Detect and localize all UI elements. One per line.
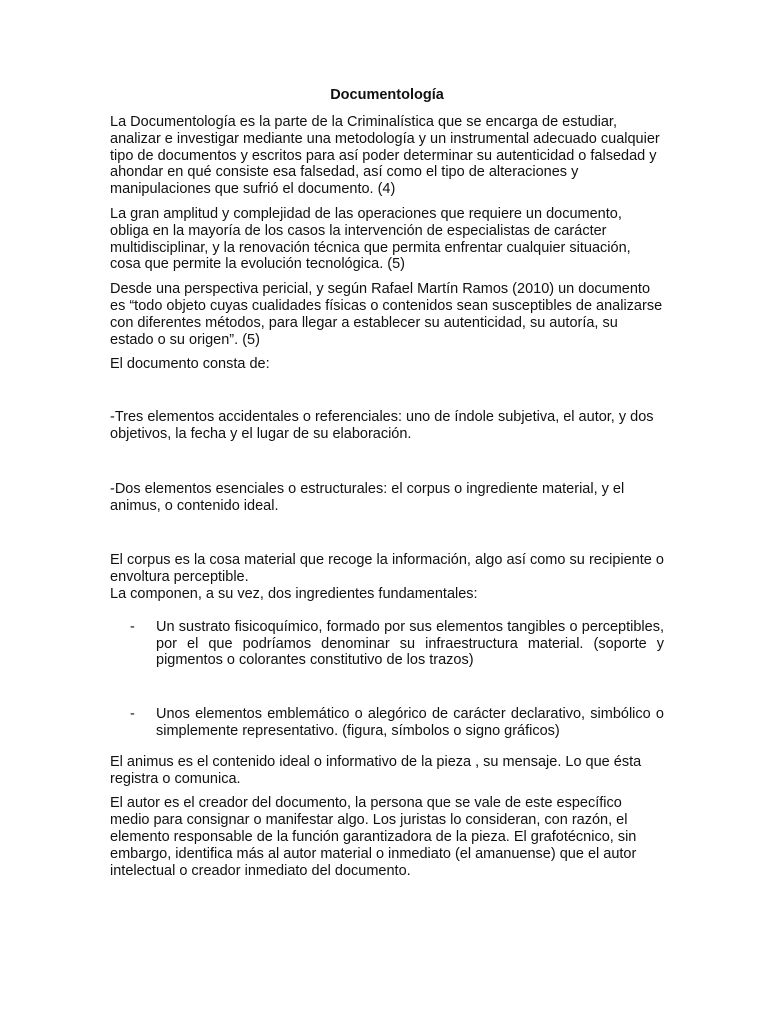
- bullet-marker: -: [130, 618, 135, 635]
- paragraph-consists-of: El documento consta de:: [110, 356, 270, 373]
- paragraph-perspective: Desde una perspectiva pericial, y según Rafael Martín Ramos (2010) un documento es “todo objeto cuyas cualidades físicas o contenidos sean susceptibles de analizarse con diferentes métodos, para llegar a establecer su autenticidad, su autoría, su estado o su origen”. (5): [110, 281, 663, 348]
- paragraph-corpus-components: La componen, a su vez, dos ingredientes fundamentales:: [110, 585, 478, 602]
- paragraph-author: El autor es el creador del documento, la persona que se vale de este específico medio para consignar o manifestar algo. Los juristas lo consideran, con razón, el elemento responsable de la función garantizadora de la pieza. El grafotécnico, sin embargo, identifica más al autor material o inmediato (el amanuense) que el autor intelectual o creador inmediato del documento.: [110, 795, 637, 879]
- list-item: [130, 619, 664, 669]
- bullet-text: Un sustrato fisicoquímico, formado por sus elementos tangibles o perceptibles, por el que podríamos denominar su infraestructura material. (soporte y pigmentos o colorantes constitutivo de los trazos): [156, 618, 664, 669]
- paragraph-essential-elements: -Dos elementos esenciales o estructurales: el corpus o ingrediente material, y el animus, o contenido ideal.: [110, 480, 625, 514]
- paragraph-animus: El animus es el contenido ideal o informativo de la pieza , su mensaje. Lo que ésta registra o comunica.: [110, 753, 642, 787]
- paragraph-definition: La Documentología es la parte de la Criminalística que se encarga de estudiar, analizar e investigar mediante una metodología y un instrumental adecuado cualquier tipo de documentos y escritos para así poder determinar su autenticidad o falsedad y ahondar en qué consiste esa falsedad, así como el tipo de alteraciones y manipulaciones que sufrió el documento. (4): [110, 114, 660, 198]
- list-item: [130, 706, 664, 740]
- paragraph-accidental-elements: -Tres elementos accidentales o referenciales: uno de índole subjetiva, el autor, y dos objetivos, la fecha y el lugar de su elaboración.: [110, 409, 654, 442]
- bullet-marker: -: [130, 706, 135, 723]
- paragraph-complexity: La gran amplitud y complejidad de las operaciones que requiere un documento, obliga en la mayoría de los casos la intervención de especialistas de carácter multidisciplinar, y la renovación técnica que permita enfrentar cualquier situación, cosa que permite la evolución tecnológica. (5): [110, 205, 631, 273]
- paragraph-corpus: El corpus es la cosa material que recoge la información, algo así como su recipiente o envoltura perceptible.: [110, 552, 664, 586]
- document-title: Documentología: [330, 87, 444, 103]
- bullet-text: Unos elementos emblemático o alegórico de carácter declarativo, simbólico o simplemente representativo. (figura, símbolos o signo gráficos): [156, 706, 664, 739]
